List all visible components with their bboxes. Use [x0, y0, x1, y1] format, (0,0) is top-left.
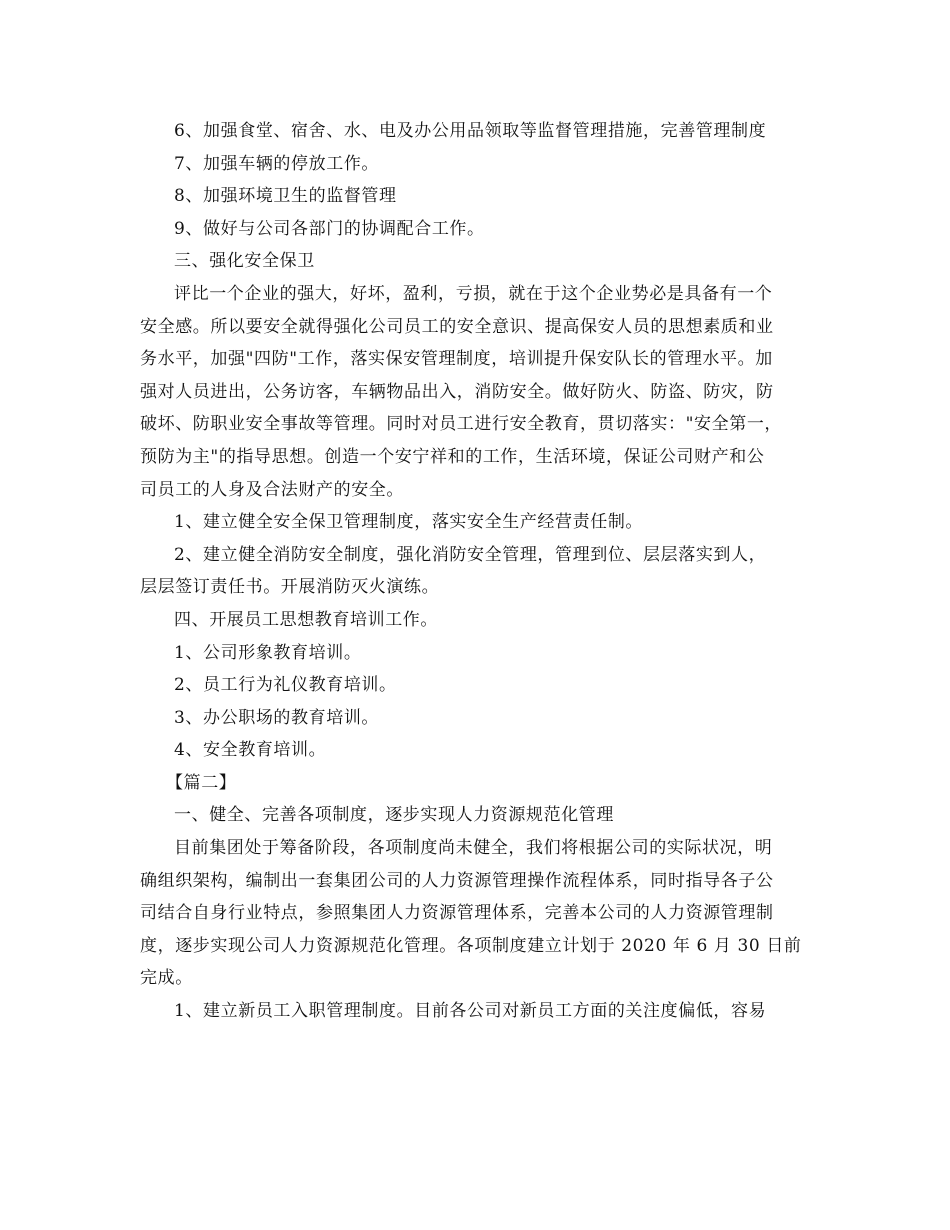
list-item-continuation: 层层签订责任书。开展消防灭火演练。	[140, 577, 440, 598]
paragraph-line: 评比一个企业的强大，好坏，盈利，亏损，就在于这个企业势必是具备有一个	[174, 283, 773, 304]
paragraph-line: 确组织架构，编制出一套集团公司的人力资源管理操作流程体系，同时指导各子公	[140, 870, 774, 891]
part-heading: 【篇二】	[166, 772, 237, 793]
paragraph-line: 司结合自身行业特点，参照集团人力资源管理体系，完善本公司的人力资源管理制	[140, 903, 774, 924]
paragraph-line: 务水平，加强"四防"工作，落实保安管理制度，培训提升保安队长的管理水平。加	[140, 349, 773, 370]
text-line: 7、加强车辆的停放工作。	[174, 153, 380, 174]
section-heading: 三、强化安全保卫	[174, 251, 315, 272]
paragraph-line: 度，逐步实现公司人力资源规范化管理。各项制度建立计划于 2020 年 6 月 30 日前	[140, 935, 802, 956]
list-item: 1、公司形象教育培训。	[174, 642, 362, 663]
text-line: 9、做好与公司各部门的协调配合工作。	[174, 218, 485, 239]
paragraph-line: 预防为主"的指导思想。创造一个安宁祥和的工作，生活环境，保证公司财产和公	[140, 446, 765, 467]
paragraph-line: 目前集团处于筹备阶段，各项制度尚未健全，我们将根据公司的实际状况，明	[174, 838, 773, 859]
list-item: 1、建立健全安全保卫管理制度，落实安全生产经营责任制。	[174, 512, 644, 533]
text-line: 8、加强环境卫生的监督管理	[174, 186, 397, 207]
list-item: 3、办公职场的教育培训。	[174, 707, 380, 728]
paragraph-line: 破坏、防职业安全事故等管理。同时对员工进行安全教育，贯切落实："安全第一，	[140, 414, 783, 435]
list-item: 4、安全教育培训。	[174, 740, 327, 761]
section-heading: 一、健全、完善各项制度，逐步实现人力资源规范化管理	[174, 805, 614, 826]
list-item: 2、建立健全消防安全制度，强化消防安全管理，管理到位、层层落实到人，	[174, 544, 767, 565]
document-page	[140, 115, 820, 1028]
paragraph-line: 安全感。所以要安全就得强化公司员工的安全意识、提高保安人员的思想素质和业	[140, 316, 774, 337]
paragraph-line: 强对人员进出，公务访客，车辆物品出入，消防安全。做好防火、防盗、防灾，防	[140, 381, 774, 402]
list-item: 1、建立新员工入职管理制度。目前各公司对新员工方面的关注度偏低，容易	[174, 1001, 767, 1022]
paragraph-line: 司员工的人身及合法财产的安全。	[140, 479, 404, 500]
paragraph-line: 完成。	[140, 968, 193, 989]
section-heading: 四、开展员工思想教育培训工作。	[174, 609, 438, 630]
text-line: 6、加强食堂、宿舍、水、电及办公用品领取等监督管理措施，完善管理制度	[174, 121, 767, 141]
list-item: 2、员工行为礼仪教育培训。	[174, 675, 397, 696]
